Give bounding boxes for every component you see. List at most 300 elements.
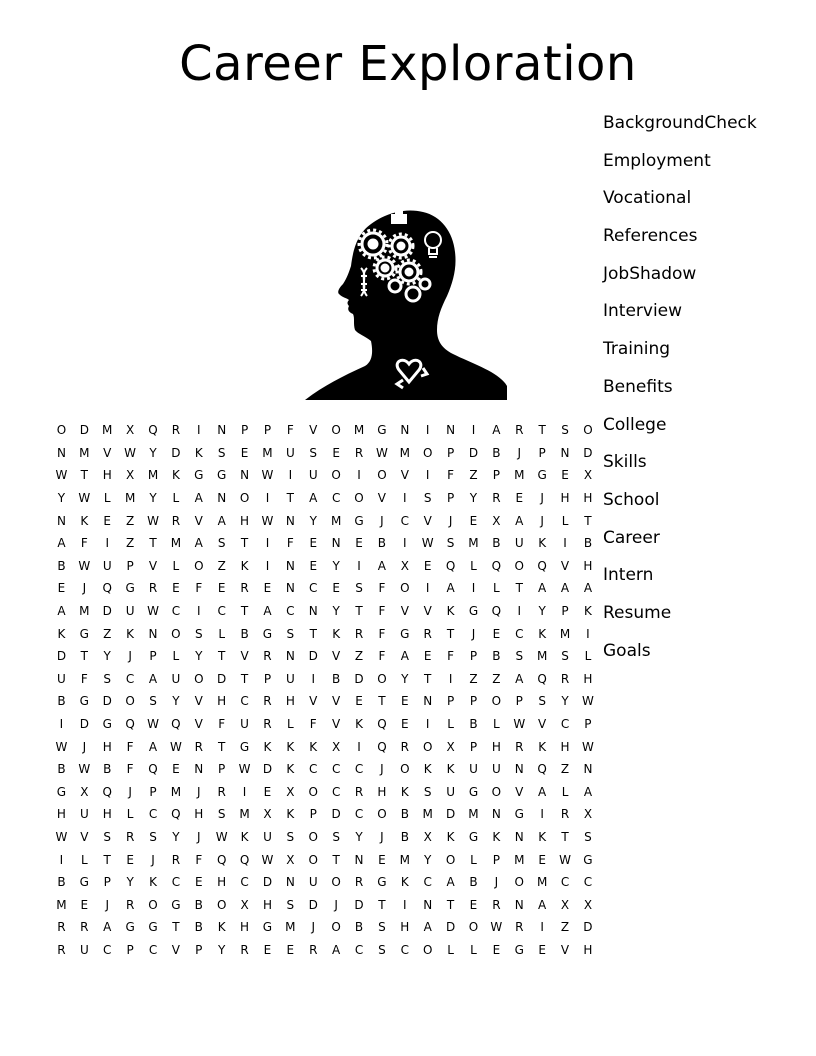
grid-letter[interactable]: U [469, 762, 478, 777]
grid-letter[interactable]: W [55, 829, 68, 844]
grid-letter[interactable]: T [378, 897, 386, 912]
grid-letter[interactable]: H [377, 784, 387, 799]
grid-letter[interactable]: E [309, 536, 318, 551]
grid-letter[interactable]: P [309, 807, 317, 822]
grid-letter[interactable]: W [261, 513, 274, 528]
grid-letter[interactable]: C [148, 807, 158, 822]
grid-letter[interactable]: C [354, 807, 364, 822]
grid-letter[interactable]: Z [126, 536, 135, 551]
grid-letter[interactable]: G [468, 604, 479, 619]
grid-letter[interactable]: O [331, 875, 341, 890]
grid-letter[interactable]: J [82, 581, 87, 596]
grid-letter[interactable]: O [400, 762, 410, 777]
grid-letter[interactable]: R [560, 671, 570, 686]
grid-letter[interactable]: E [538, 852, 546, 867]
grid-letter[interactable]: V [538, 717, 547, 732]
grid-letter[interactable]: Q [148, 423, 158, 438]
grid-letter[interactable]: K [149, 875, 157, 890]
grid-letter[interactable]: F [126, 762, 134, 777]
grid-letter[interactable]: A [57, 536, 66, 551]
grid-letter[interactable]: J [334, 897, 338, 912]
grid-letter[interactable]: P [469, 649, 478, 664]
grid-letter[interactable]: Z [492, 671, 501, 686]
grid-letter[interactable]: P [240, 423, 249, 438]
grid-letter[interactable]: G [468, 829, 479, 844]
grid-letter[interactable]: S [561, 423, 569, 438]
grid-letter[interactable]: E [561, 468, 569, 483]
grid-letter[interactable]: Q [102, 784, 112, 799]
grid-letter[interactable]: C [400, 513, 409, 528]
grid-letter[interactable]: S [194, 626, 203, 641]
grid-letter[interactable]: E [355, 694, 363, 709]
grid-letter[interactable]: O [331, 423, 341, 438]
grid-letter[interactable]: R [263, 717, 272, 732]
grid-letter[interactable]: V [560, 558, 570, 573]
grid-letter[interactable]: T [218, 739, 226, 754]
grid-letter[interactable]: A [446, 875, 455, 890]
grid-letter[interactable]: S [286, 626, 295, 641]
grid-letter[interactable]: F [378, 649, 386, 664]
grid-letter[interactable]: T [561, 829, 569, 844]
grid-letter[interactable]: O [308, 784, 318, 799]
grid-letter[interactable]: M [102, 423, 113, 438]
grid-letter[interactable]: Y [172, 829, 180, 844]
grid-letter[interactable]: Q [491, 558, 502, 573]
word-search-grid[interactable] [50, 419, 599, 961]
grid-letter[interactable]: O [491, 694, 502, 709]
grid-letter[interactable]: D [583, 920, 593, 935]
grid-letter[interactable]: H [583, 942, 593, 957]
grid-letter[interactable]: D [583, 445, 593, 460]
grid-letter[interactable]: C [331, 762, 341, 777]
grid-letter[interactable]: C [515, 626, 524, 641]
grid-letter[interactable]: Z [560, 920, 570, 935]
grid-letter[interactable]: L [470, 852, 477, 867]
grid-letter[interactable]: O [514, 875, 524, 890]
grid-letter[interactable]: X [286, 784, 295, 799]
grid-letter[interactable]: E [263, 784, 272, 799]
grid-letter[interactable]: I [471, 581, 476, 596]
grid-letter[interactable]: T [240, 671, 249, 686]
grid-letter[interactable]: G [79, 875, 89, 890]
grid-letter[interactable]: I [403, 491, 407, 506]
grid-letter[interactable]: I [471, 423, 476, 438]
grid-letter[interactable]: G [239, 739, 250, 754]
grid-letter[interactable]: X [583, 468, 593, 483]
grid-letter[interactable]: T [332, 852, 340, 867]
grid-letter[interactable]: E [401, 717, 409, 732]
grid-letter[interactable]: D [445, 807, 456, 822]
grid-letter[interactable]: M [422, 807, 433, 822]
grid-letter[interactable]: U [263, 829, 272, 844]
grid-letter[interactable]: J [311, 920, 316, 935]
grid-letter[interactable]: D [308, 649, 318, 664]
grid-letter[interactable]: E [423, 558, 432, 573]
grid-letter[interactable]: R [171, 513, 181, 528]
grid-letter[interactable]: P [515, 694, 523, 709]
grid-letter[interactable]: N [583, 762, 593, 777]
grid-letter[interactable]: H [583, 491, 593, 506]
grid-letter[interactable]: S [286, 897, 295, 912]
grid-letter[interactable]: V [423, 513, 432, 528]
grid-letter[interactable]: S [423, 491, 432, 506]
grid-letter[interactable]: R [263, 694, 272, 709]
grid-letter[interactable]: O [422, 942, 433, 957]
grid-letter[interactable]: I [517, 604, 522, 619]
grid-letter[interactable]: T [355, 604, 363, 619]
grid-letter[interactable]: L [447, 942, 454, 957]
grid-letter[interactable]: H [56, 807, 66, 822]
grid-letter[interactable]: E [492, 626, 501, 641]
grid-letter[interactable]: W [78, 762, 91, 777]
grid-letter[interactable]: K [492, 829, 501, 844]
grid-letter[interactable]: B [400, 807, 409, 822]
grid-letter[interactable]: H [217, 875, 227, 890]
grid-letter[interactable]: G [583, 852, 593, 867]
grid-letter[interactable]: U [79, 807, 89, 822]
grid-letter[interactable]: C [148, 942, 158, 957]
grid-letter[interactable]: M [536, 875, 548, 890]
grid-letter[interactable]: P [446, 445, 455, 460]
grid-letter[interactable]: S [217, 536, 226, 551]
grid-letter[interactable]: G [148, 920, 158, 935]
grid-letter[interactable]: P [561, 604, 569, 619]
grid-letter[interactable]: B [377, 536, 387, 551]
grid-letter[interactable]: K [446, 762, 455, 777]
grid-letter[interactable]: T [424, 671, 432, 686]
grid-letter[interactable]: D [354, 671, 364, 686]
grid-letter[interactable]: O [125, 694, 135, 709]
grid-letter[interactable]: L [103, 491, 111, 506]
grid-letter[interactable]: X [560, 897, 570, 912]
grid-letter[interactable]: T [584, 513, 592, 528]
grid-letter[interactable]: E [263, 942, 272, 957]
grid-letter[interactable]: G [514, 807, 524, 822]
grid-letter[interactable]: E [332, 445, 340, 460]
grid-letter[interactable]: A [377, 558, 387, 573]
grid-letter[interactable]: E [217, 581, 226, 596]
grid-letter[interactable]: E [80, 897, 89, 912]
grid-letter[interactable]: Q [445, 558, 456, 573]
grid-letter[interactable]: G [125, 581, 135, 596]
grid-letter[interactable]: B [332, 671, 341, 686]
grid-letter[interactable]: K [332, 626, 341, 641]
grid-letter[interactable]: V [332, 649, 341, 664]
grid-letter[interactable]: P [263, 671, 272, 686]
grid-letter[interactable]: N [148, 626, 158, 641]
grid-letter[interactable]: U [171, 671, 181, 686]
grid-letter[interactable]: O [422, 445, 433, 460]
grid-letter[interactable]: I [311, 671, 316, 686]
grid-letter[interactable]: J [380, 762, 384, 777]
grid-letter[interactable]: G [79, 626, 89, 641]
grid-letter[interactable]: S [286, 829, 295, 844]
grid-letter[interactable]: A [194, 536, 203, 551]
grid-letter[interactable]: O [354, 491, 364, 506]
grid-letter[interactable]: O [491, 784, 502, 799]
grid-letter[interactable]: N [285, 558, 295, 573]
grid-letter[interactable]: C [354, 762, 364, 777]
grid-letter[interactable]: K [309, 739, 318, 754]
grid-letter[interactable]: I [288, 468, 293, 483]
grid-letter[interactable]: A [583, 581, 593, 596]
grid-letter[interactable]: V [377, 491, 387, 506]
grid-letter[interactable]: B [57, 762, 66, 777]
grid-letter[interactable]: J [105, 897, 109, 912]
grid-letter[interactable]: F [447, 649, 455, 664]
grid-letter[interactable]: J [128, 649, 132, 664]
grid-letter[interactable]: P [469, 694, 478, 709]
grid-letter[interactable]: E [309, 558, 318, 573]
grid-letter[interactable]: D [56, 649, 67, 664]
grid-letter[interactable]: Q [171, 807, 181, 822]
grid-letter[interactable]: Y [57, 491, 66, 506]
grid-letter[interactable]: R [194, 739, 203, 754]
grid-letter[interactable]: C [240, 694, 249, 709]
grid-letter[interactable]: A [103, 920, 112, 935]
grid-letter[interactable]: K [446, 604, 455, 619]
grid-letter[interactable]: V [240, 649, 249, 664]
grid-letter[interactable]: D [102, 694, 112, 709]
grid-letter[interactable]: V [309, 423, 318, 438]
grid-letter[interactable]: B [194, 920, 203, 935]
grid-letter[interactable]: I [425, 581, 430, 596]
grid-letter[interactable]: C [583, 875, 593, 890]
grid-letter[interactable]: A [217, 513, 226, 528]
grid-letter[interactable]: O [331, 468, 341, 483]
grid-letter[interactable]: S [309, 445, 318, 460]
grid-letter[interactable]: Q [537, 762, 547, 777]
grid-letter[interactable]: S [217, 445, 226, 460]
grid-letter[interactable]: Y [401, 671, 409, 686]
grid-letter[interactable]: R [515, 739, 524, 754]
grid-letter[interactable]: U [240, 717, 249, 732]
grid-letter[interactable]: V [171, 942, 180, 957]
grid-letter[interactable]: K [538, 626, 547, 641]
grid-letter[interactable]: U [446, 784, 455, 799]
grid-letter[interactable]: S [584, 829, 592, 844]
grid-letter[interactable]: E [378, 852, 386, 867]
grid-letter[interactable]: Y [538, 604, 546, 619]
grid-letter[interactable]: Z [469, 671, 478, 686]
grid-letter[interactable]: W [421, 536, 434, 551]
grid-letter[interactable]: R [80, 920, 89, 935]
grid-letter[interactable]: C [309, 762, 318, 777]
grid-letter[interactable]: I [425, 468, 430, 483]
grid-letter[interactable]: S [355, 581, 363, 596]
grid-letter[interactable]: V [560, 942, 570, 957]
grid-letter[interactable]: K [446, 829, 455, 844]
grid-letter[interactable]: H [262, 897, 272, 912]
grid-letter[interactable]: D [262, 875, 273, 890]
grid-letter[interactable]: W [169, 739, 182, 754]
grid-letter[interactable]: B [354, 920, 364, 935]
grid-letter[interactable]: G [194, 468, 204, 483]
grid-letter[interactable]: H [102, 807, 112, 822]
grid-letter[interactable]: R [354, 875, 364, 890]
grid-letter[interactable]: S [515, 649, 524, 664]
grid-letter[interactable]: X [583, 897, 593, 912]
grid-letter[interactable]: F [286, 536, 294, 551]
grid-letter[interactable]: A [309, 491, 318, 506]
grid-letter[interactable]: E [492, 942, 501, 957]
grid-letter[interactable]: P [126, 942, 134, 957]
grid-letter[interactable]: Q [125, 717, 135, 732]
grid-letter[interactable]: Z [354, 649, 364, 664]
grid-letter[interactable]: Q [171, 717, 181, 732]
grid-letter[interactable]: G [79, 694, 89, 709]
grid-letter[interactable]: R [171, 852, 181, 867]
grid-letter[interactable]: W [78, 491, 91, 506]
grid-letter[interactable]: G [125, 920, 135, 935]
grid-letter[interactable]: G [377, 423, 387, 438]
grid-letter[interactable]: D [79, 717, 89, 732]
grid-letter[interactable]: G [400, 626, 410, 641]
grid-letter[interactable]: E [332, 581, 340, 596]
grid-letter[interactable]: N [56, 513, 66, 528]
grid-letter[interactable]: A [332, 942, 341, 957]
grid-letter[interactable]: V [80, 829, 89, 844]
grid-letter[interactable]: B [492, 536, 501, 551]
grid-letter[interactable]: N [56, 445, 66, 460]
grid-letter[interactable]: L [493, 581, 500, 596]
grid-letter[interactable]: O [331, 920, 341, 935]
grid-letter[interactable]: V [515, 784, 524, 799]
grid-letter[interactable]: M [170, 784, 182, 799]
grid-letter[interactable]: O [400, 581, 410, 596]
grid-letter[interactable]: U [102, 558, 112, 573]
grid-letter[interactable]: V [400, 468, 409, 483]
grid-letter[interactable]: F [195, 581, 203, 596]
grid-letter[interactable]: J [494, 875, 499, 890]
grid-letter[interactable]: N [423, 897, 433, 912]
grid-letter[interactable]: X [492, 513, 501, 528]
grid-letter[interactable]: J [540, 513, 544, 528]
grid-letter[interactable]: O [194, 558, 204, 573]
grid-letter[interactable]: R [515, 920, 524, 935]
grid-letter[interactable]: O [148, 897, 158, 912]
grid-letter[interactable]: V [332, 717, 341, 732]
grid-letter[interactable]: K [538, 829, 547, 844]
grid-letter[interactable]: O [308, 829, 318, 844]
grid-letter[interactable]: M [399, 852, 410, 867]
grid-letter[interactable]: I [403, 536, 407, 551]
grid-letter[interactable]: T [103, 852, 111, 867]
grid-letter[interactable]: F [80, 671, 88, 686]
grid-letter[interactable]: N [560, 445, 570, 460]
grid-letter[interactable]: F [447, 468, 455, 483]
grid-letter[interactable]: Q [239, 852, 250, 867]
grid-letter[interactable]: F [378, 581, 386, 596]
grid-letter[interactable]: M [468, 536, 479, 551]
grid-letter[interactable]: O [583, 423, 593, 438]
grid-letter[interactable]: Y [355, 829, 363, 844]
grid-letter[interactable]: H [102, 468, 112, 483]
grid-letter[interactable]: E [263, 581, 272, 596]
grid-letter[interactable]: K [355, 717, 363, 732]
grid-letter[interactable]: R [240, 942, 249, 957]
grid-letter[interactable]: S [423, 784, 432, 799]
grid-letter[interactable]: P [126, 558, 134, 573]
grid-letter[interactable]: E [286, 942, 295, 957]
grid-letter[interactable]: Y [424, 852, 432, 867]
grid-letter[interactable]: R [400, 739, 409, 754]
grid-letter[interactable]: W [78, 558, 91, 573]
grid-letter[interactable]: J [380, 513, 384, 528]
grid-letter[interactable]: B [57, 875, 66, 890]
grid-letter[interactable]: N [491, 807, 501, 822]
grid-letter[interactable]: Z [560, 762, 570, 777]
grid-letter[interactable]: E [469, 513, 478, 528]
grid-letter[interactable]: G [377, 875, 387, 890]
grid-letter[interactable]: I [105, 536, 109, 551]
grid-letter[interactable]: E [469, 897, 478, 912]
grid-letter[interactable]: A [538, 897, 547, 912]
grid-letter[interactable]: A [492, 423, 501, 438]
grid-letter[interactable]: T [80, 649, 88, 664]
grid-letter[interactable]: L [493, 717, 500, 732]
grid-letter[interactable]: X [263, 807, 272, 822]
grid-letter[interactable]: E [172, 581, 180, 596]
grid-letter[interactable]: R [423, 626, 432, 641]
grid-letter[interactable]: R [354, 784, 364, 799]
grid-letter[interactable]: K [80, 513, 89, 528]
grid-letter[interactable]: M [353, 423, 365, 438]
grid-letter[interactable]: C [331, 784, 341, 799]
grid-letter[interactable]: O [445, 852, 456, 867]
grid-letter[interactable]: M [170, 536, 182, 551]
grid-letter[interactable]: R [57, 942, 66, 957]
grid-letter[interactable]: P [103, 875, 111, 890]
grid-letter[interactable]: J [540, 491, 544, 506]
grid-letter[interactable]: A [263, 604, 272, 619]
grid-letter[interactable]: T [538, 423, 546, 438]
grid-letter[interactable]: P [538, 445, 546, 460]
grid-letter[interactable]: A [583, 784, 593, 799]
grid-letter[interactable]: Q [216, 852, 227, 867]
grid-letter[interactable]: O [308, 852, 318, 867]
grid-letter[interactable]: R [125, 897, 135, 912]
grid-letter[interactable]: I [448, 671, 453, 686]
grid-letter[interactable]: X [423, 829, 432, 844]
grid-letter[interactable]: K [286, 739, 295, 754]
grid-letter[interactable]: E [194, 875, 203, 890]
grid-letter[interactable]: G [537, 468, 547, 483]
grid-letter[interactable]: Z [126, 513, 135, 528]
grid-letter[interactable]: S [378, 920, 386, 935]
grid-letter[interactable]: M [514, 468, 525, 483]
grid-letter[interactable]: B [492, 649, 501, 664]
grid-letter[interactable]: J [380, 829, 384, 844]
grid-letter[interactable]: P [218, 762, 226, 777]
grid-letter[interactable]: E [57, 581, 66, 596]
grid-letter[interactable]: G [262, 626, 273, 641]
grid-letter[interactable]: E [538, 942, 546, 957]
grid-letter[interactable]: V [309, 694, 318, 709]
grid-letter[interactable]: X [80, 784, 89, 799]
grid-letter[interactable]: L [470, 558, 477, 573]
grid-letter[interactable]: G [56, 784, 67, 799]
grid-letter[interactable]: N [285, 875, 295, 890]
grid-letter[interactable]: F [309, 717, 317, 732]
grid-letter[interactable]: A [423, 920, 432, 935]
grid-letter[interactable]: A [560, 581, 570, 596]
grid-letter[interactable]: J [82, 739, 87, 754]
grid-letter[interactable]: W [147, 513, 159, 528]
grid-letter[interactable]: L [126, 807, 134, 822]
grid-letter[interactable]: C [354, 942, 364, 957]
grid-letter[interactable]: T [149, 536, 157, 551]
